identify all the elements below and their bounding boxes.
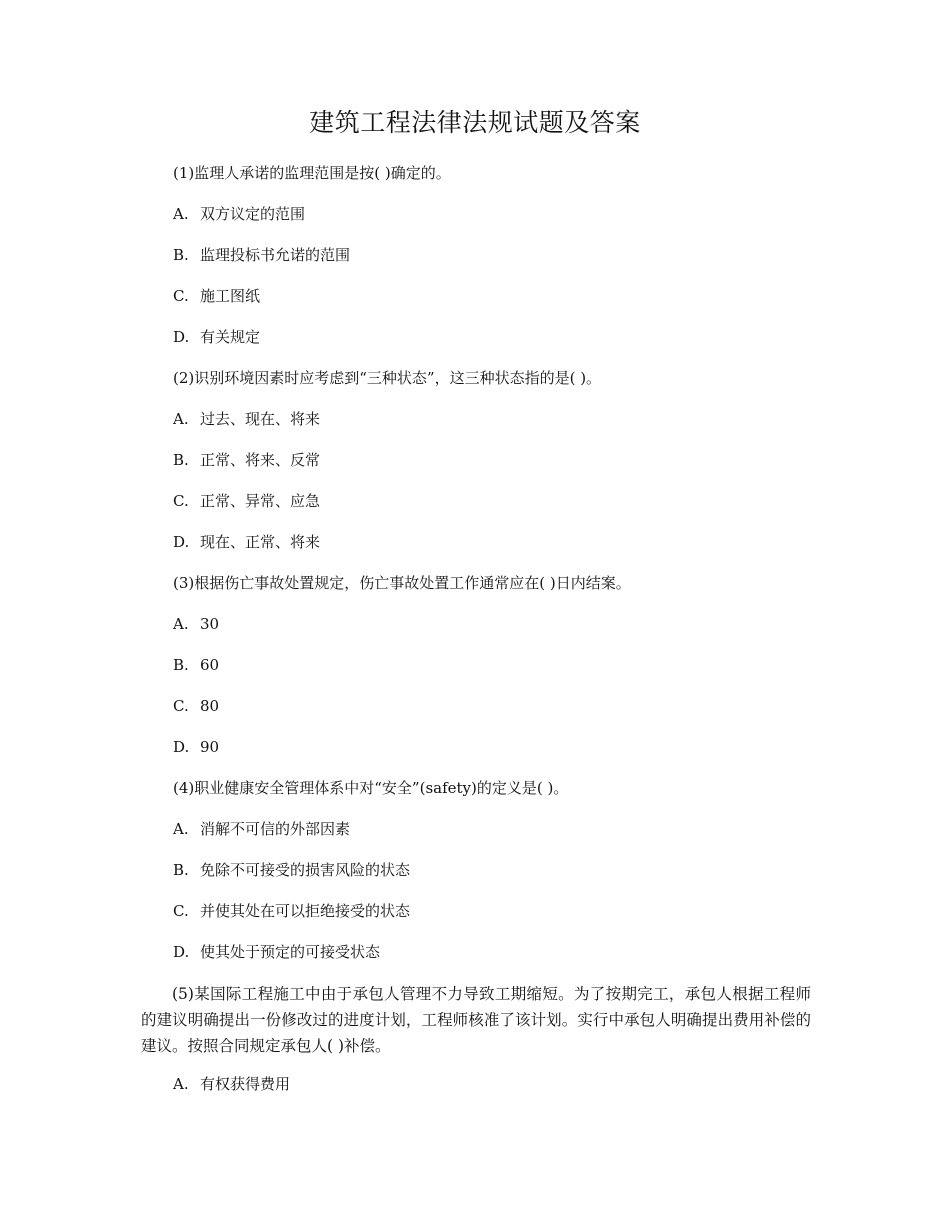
question-2-option-d [173,531,320,553]
option-letter: B. [173,861,189,879]
option-text: 过去、现在、将来 [200,410,321,428]
question-3-option-b [173,654,219,676]
question-1-option-b [173,244,350,266]
document-title: 建筑工程法律法规试题及答案 [309,108,641,137]
option-text: 使其处于预定的可接受状态 [200,943,381,961]
question-3-option-a [173,613,219,635]
option-letter: D. [173,943,190,961]
question-1-option-d [173,326,260,348]
question-3-stem: (3)根据伤亡事故处置规定，伤亡事故处置工作通常应在( )日内结案。 [173,574,631,592]
option-letter: A. [173,1075,189,1093]
option-text: 30 [200,615,220,633]
option-text: 正常、异常、应急 [200,492,321,510]
question-5-stem: (5)某国际工程施工中由于承包人管理不力导致工期缩短。为了按期完工，承包人根据工程师的建议明确提出一份修改过的进度计划，工程师核准了该计划。实行中承包人明确提出费用补偿的建议。按照合同规定承包人( )补偿。 [141,985,811,1055]
option-letter: B. [173,656,189,674]
question-1-option-c [173,285,260,307]
option-text: 有关规定 [200,328,261,346]
option-text: 正常、将来、反常 [200,451,321,469]
option-letter: A. [173,820,189,838]
option-text: 消解不可信的外部因素 [200,820,351,838]
option-text: 监理投标书允诺的范围 [200,246,351,264]
option-text: 60 [200,656,220,674]
question-1-option-a [173,203,305,225]
option-text: 免除不可接受的损害风险的状态 [200,861,411,879]
option-letter: D. [173,738,190,756]
question-3-option-c [173,695,219,717]
option-letter: C. [173,492,189,510]
option-text: 有权获得费用 [200,1075,291,1093]
option-text: 施工图纸 [200,287,261,305]
option-letter: D. [173,328,190,346]
question-2-stem: (2)识别环境因素时应考虑到“三种状态”，这三种状态指的是( )。 [173,369,602,387]
option-text: 80 [200,697,220,715]
option-letter: B. [173,246,189,264]
option-letter: A. [173,410,189,428]
question-2-option-a [173,408,320,430]
question-3-option-d [173,736,219,758]
option-text: 并使其处在可以拒绝接受的状态 [200,902,411,920]
option-letter: C. [173,902,189,920]
option-letter: B. [173,451,189,469]
question-2-option-b [173,449,320,471]
option-letter: C. [173,697,189,715]
option-letter: A. [173,205,189,223]
question-5-option-a [173,1073,290,1095]
option-letter: A. [173,615,189,633]
question-4-option-d [173,941,380,963]
question-4-stem: (4)职业健康安全管理体系中对“安全”(safety)的定义是( )。 [173,779,569,797]
option-text: 90 [200,738,220,756]
question-1-stem: (1)监理人承诺的监理范围是按( )确定的。 [173,164,451,182]
question-2-option-c [173,490,320,512]
question-4-option-a [173,818,350,840]
question-4-option-c [173,900,410,922]
option-text: 现在、正常、将来 [200,533,321,551]
option-letter: D. [173,533,190,551]
question-4-option-b [173,859,410,881]
option-text: 双方议定的范围 [200,205,306,223]
option-letter: C. [173,287,189,305]
